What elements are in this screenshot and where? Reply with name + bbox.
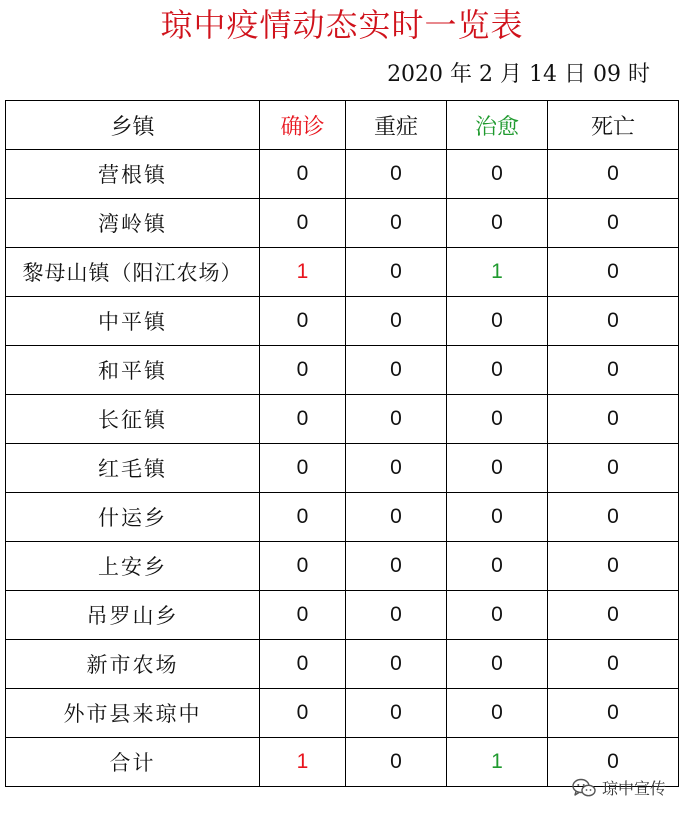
table-row bbox=[6, 395, 679, 444]
town-name: 红毛镇 bbox=[6, 444, 260, 493]
cured-count: 0 bbox=[447, 493, 548, 542]
confirmed-count: 0 bbox=[260, 150, 346, 199]
header-confirmed: 确诊 bbox=[260, 101, 346, 150]
town-name: 和平镇 bbox=[6, 346, 260, 395]
total-confirmed-count: 1 bbox=[260, 738, 346, 787]
severe-count: 0 bbox=[346, 493, 447, 542]
total-death-count: 0 bbox=[548, 738, 679, 787]
death-count: 0 bbox=[548, 297, 679, 346]
death-count: 0 bbox=[548, 444, 679, 493]
table-row bbox=[6, 248, 679, 297]
header-severe: 重症 bbox=[346, 101, 447, 150]
town-name: 中平镇 bbox=[6, 297, 260, 346]
total-label: 合计 bbox=[6, 738, 260, 787]
confirmed-count: 0 bbox=[260, 591, 346, 640]
severe-count: 0 bbox=[346, 297, 447, 346]
death-count: 0 bbox=[548, 346, 679, 395]
cured-count: 0 bbox=[447, 346, 548, 395]
header-cured: 治愈 bbox=[447, 101, 548, 150]
death-count: 0 bbox=[548, 150, 679, 199]
cured-count: 0 bbox=[447, 297, 548, 346]
table-row bbox=[6, 150, 679, 199]
report-datetime: 2020 年 2 月 14 日 09 时 bbox=[387, 62, 650, 87]
total-severe-count: 0 bbox=[346, 738, 447, 787]
table-body bbox=[6, 150, 679, 787]
table-header-row bbox=[6, 101, 679, 150]
table-row bbox=[6, 346, 679, 395]
cured-count: 0 bbox=[447, 640, 548, 689]
header-death: 死亡 bbox=[548, 101, 679, 150]
death-count: 0 bbox=[548, 248, 679, 297]
watermark-text: 琼中宣传 bbox=[601, 779, 666, 798]
town-name: 营根镇 bbox=[6, 150, 260, 199]
severe-count: 0 bbox=[346, 591, 447, 640]
table-row bbox=[6, 542, 679, 591]
town-name: 湾岭镇 bbox=[6, 199, 260, 248]
town-name: 外市县来琼中 bbox=[6, 689, 260, 738]
table-row bbox=[6, 444, 679, 493]
watermark bbox=[572, 776, 666, 799]
table-row bbox=[6, 493, 679, 542]
severe-count: 0 bbox=[346, 444, 447, 493]
cured-count: 0 bbox=[447, 150, 548, 199]
town-name: 上安乡 bbox=[6, 542, 260, 591]
confirmed-count: 0 bbox=[260, 689, 346, 738]
severe-count: 0 bbox=[346, 640, 447, 689]
severe-count: 0 bbox=[346, 346, 447, 395]
confirmed-count: 0 bbox=[260, 199, 346, 248]
confirmed-count: 1 bbox=[260, 248, 346, 297]
severe-count: 0 bbox=[346, 542, 447, 591]
header-town: 乡镇 bbox=[6, 101, 260, 150]
page-title: 琼中疫情动态实时一览表 bbox=[160, 6, 524, 44]
severe-count: 0 bbox=[346, 150, 447, 199]
confirmed-count: 0 bbox=[260, 542, 346, 591]
table-row bbox=[6, 689, 679, 738]
death-count: 0 bbox=[548, 689, 679, 738]
town-name: 长征镇 bbox=[6, 395, 260, 444]
town-name: 吊罗山乡 bbox=[6, 591, 260, 640]
town-name: 新市农场 bbox=[6, 640, 260, 689]
table-row bbox=[6, 297, 679, 346]
death-count: 0 bbox=[548, 493, 679, 542]
table-row bbox=[6, 199, 679, 248]
cured-count: 0 bbox=[447, 542, 548, 591]
death-count: 0 bbox=[548, 591, 679, 640]
cured-count: 0 bbox=[447, 199, 548, 248]
cured-count: 0 bbox=[447, 591, 548, 640]
confirmed-count: 0 bbox=[260, 444, 346, 493]
death-count: 0 bbox=[548, 395, 679, 444]
death-count: 0 bbox=[548, 199, 679, 248]
death-count: 0 bbox=[548, 542, 679, 591]
town-name: 黎母山镇（阳江农场） bbox=[6, 248, 260, 297]
cured-count: 0 bbox=[447, 444, 548, 493]
total-cured-count: 1 bbox=[447, 738, 548, 787]
death-count: 0 bbox=[548, 640, 679, 689]
town-name: 什运乡 bbox=[6, 493, 260, 542]
table-row bbox=[6, 640, 679, 689]
severe-count: 0 bbox=[346, 395, 447, 444]
wechat-icon bbox=[572, 778, 596, 798]
confirmed-count: 0 bbox=[260, 346, 346, 395]
table-row bbox=[6, 591, 679, 640]
confirmed-count: 0 bbox=[260, 297, 346, 346]
severe-count: 0 bbox=[346, 689, 447, 738]
severe-count: 0 bbox=[346, 199, 447, 248]
cured-count: 0 bbox=[447, 395, 548, 444]
confirmed-count: 0 bbox=[260, 640, 346, 689]
cured-count: 1 bbox=[447, 248, 548, 297]
epidemic-stats-table bbox=[5, 100, 679, 787]
confirmed-count: 0 bbox=[260, 395, 346, 444]
severe-count: 0 bbox=[346, 248, 447, 297]
cured-count: 0 bbox=[447, 689, 548, 738]
confirmed-count: 0 bbox=[260, 493, 346, 542]
